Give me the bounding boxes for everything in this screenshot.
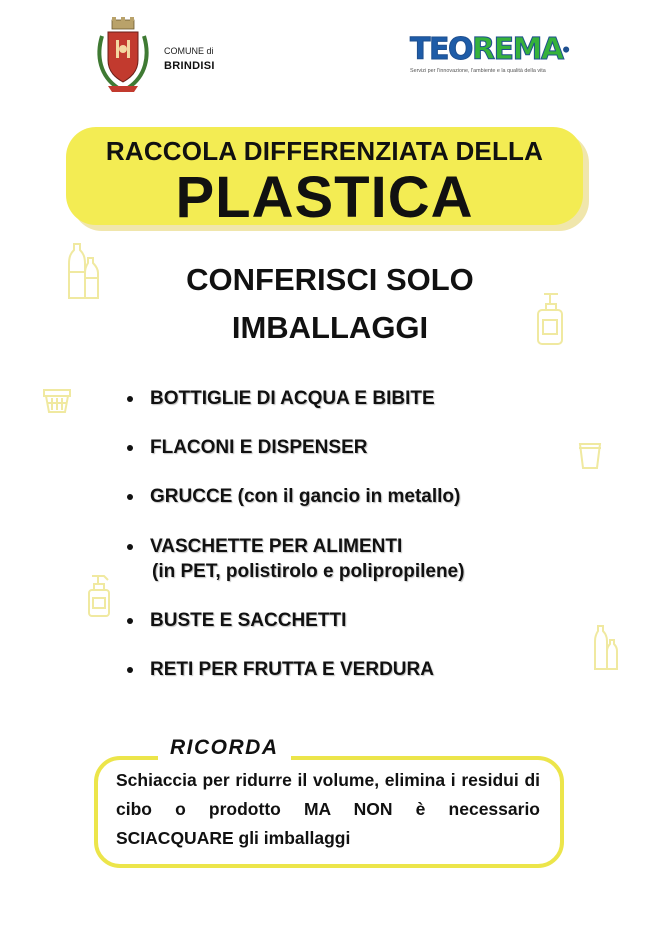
bottles-icon	[68, 240, 102, 302]
comune-label	[164, 44, 215, 74]
list-item-subtext: (in PET, polistirolo e polipropilene)	[152, 561, 465, 582]
subtitle	[120, 256, 540, 352]
bullet-icon	[127, 544, 133, 550]
bullet-icon	[127, 445, 133, 451]
page-title: PLASTICA	[175, 165, 474, 230]
teorema-logo	[410, 34, 570, 74]
accepted-items-list	[126, 386, 586, 682]
basket-icon	[42, 386, 72, 414]
list-item-text: FLACONI E DISPENSER	[150, 437, 368, 458]
list-item-text: RETI PER FRUTTA E VERDURA	[150, 659, 434, 680]
list-item	[126, 534, 586, 584]
logo-word-a: TEO	[410, 32, 472, 67]
comune-di: di	[206, 46, 214, 56]
bottle-pair-icon	[592, 624, 620, 672]
title-line-1: RACCOLA DIFFERENZIATA DELLA	[105, 136, 544, 166]
list-item-text: VASCHETTE PER ALIMENTI	[150, 536, 403, 557]
list-item	[126, 484, 586, 509]
dispenser-icon	[534, 290, 566, 348]
list-item-text: GRUCCE (con il gancio in metallo)	[150, 486, 461, 507]
reminder-label: RICORDA	[158, 736, 291, 760]
subtitle-line-1: CONFERISCI SOLO	[186, 262, 474, 297]
city-name: BRINDISI	[164, 60, 215, 72]
bullet-icon	[127, 667, 133, 673]
bullet-icon	[127, 494, 133, 500]
list-item	[126, 435, 586, 460]
reminder-text: Schiaccia per ridurre il volume, elimina i residui di cibo o prodotto MA NON è necessario SCIACQUARE gli imballaggi	[116, 770, 540, 848]
logo-registered-mark: ®	[562, 46, 569, 54]
spray-bottle-icon	[86, 572, 112, 620]
logo-word-b: REMA	[471, 32, 563, 67]
bullet-icon	[127, 618, 133, 624]
list-item-text: BUSTE E SACCHETTI	[150, 610, 347, 631]
list-item	[126, 657, 586, 682]
list-item	[126, 386, 586, 411]
subtitle-line-2: IMBALLAGGI	[231, 310, 429, 345]
comune-prefix: COMUNE	[164, 46, 204, 56]
list-item-text: BOTTIGLIE DI ACQUA E BIBITE	[150, 388, 435, 409]
logo-tagline: Servizi per l'innovazione, l'ambiente e la qualità della vita	[410, 68, 546, 74]
city-crest-icon	[94, 16, 152, 96]
list-item	[126, 608, 586, 633]
bullet-icon	[127, 396, 133, 402]
